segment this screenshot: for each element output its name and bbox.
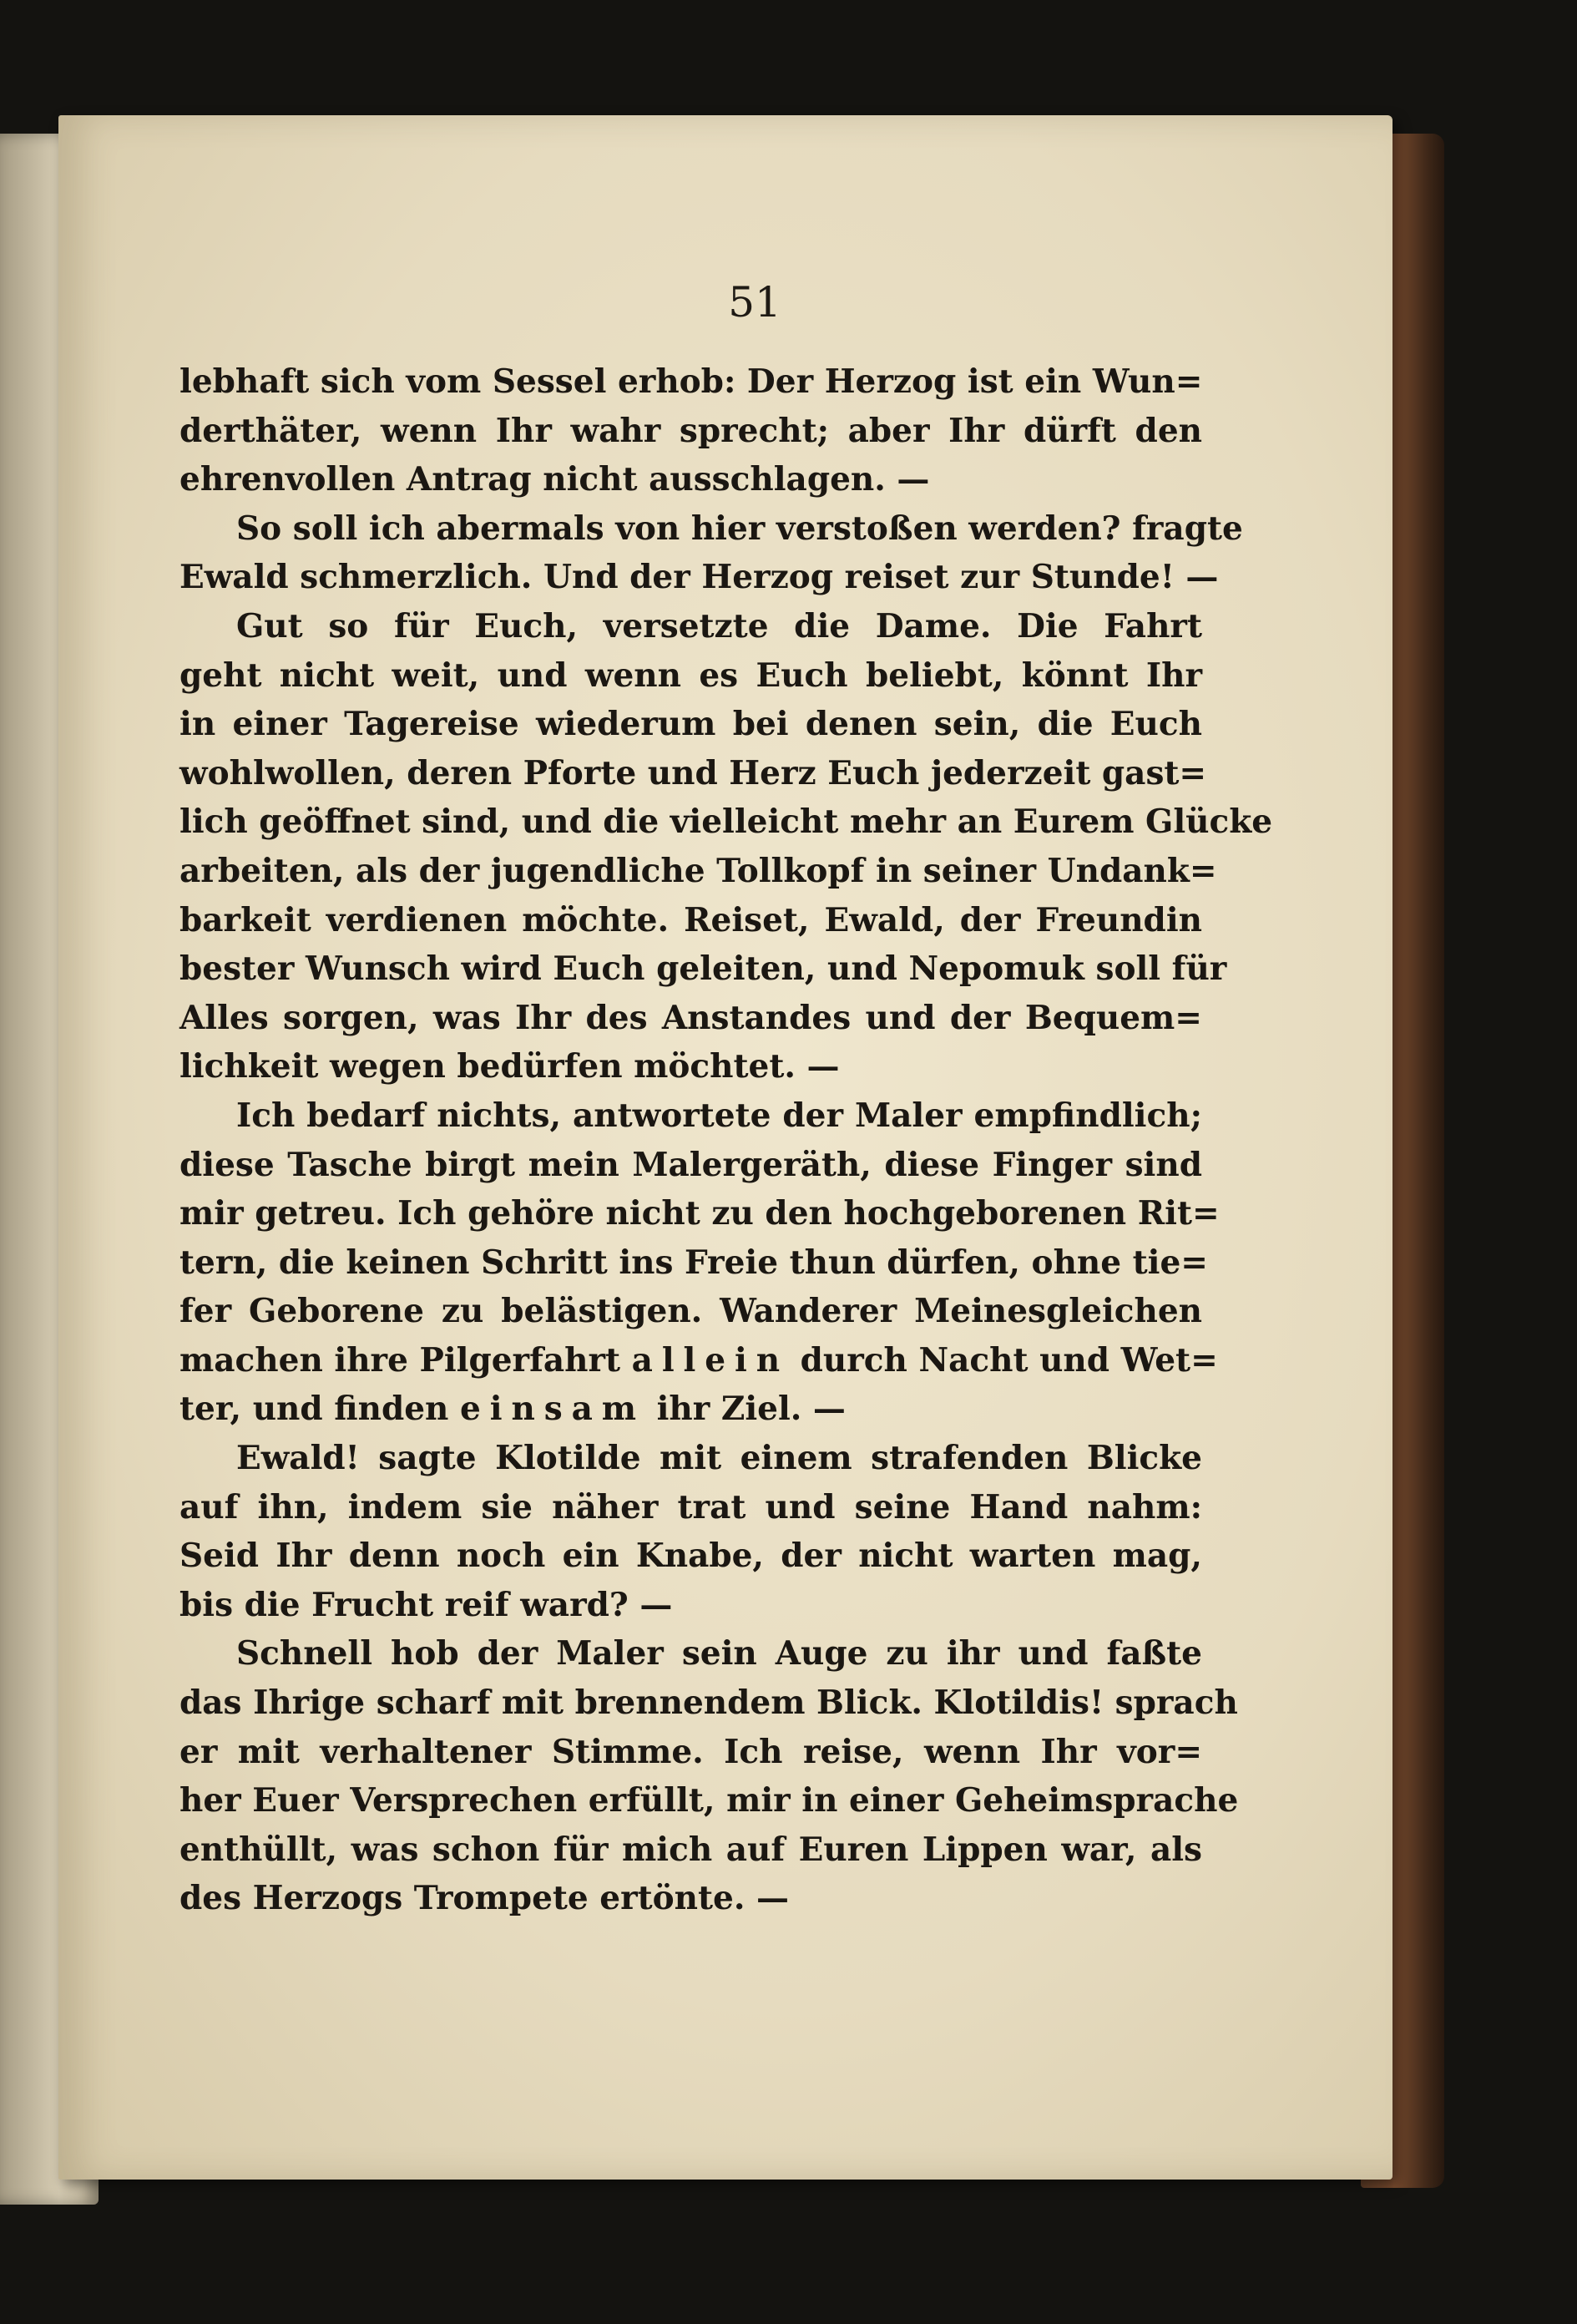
- text-line: Seid Ihr denn noch ein Knabe, der nicht warten mag,: [179, 1537, 1202, 1576]
- text-line: Ewald schmerzlich. Und der Herzog reiset zur Stunde! —: [179, 558, 1219, 597]
- text-line: geht nicht weit, und wenn es Euch beliebt, könnt Ihr: [179, 656, 1202, 695]
- text-line: des Herzogs Trompete ertönte. —: [179, 1879, 790, 1918]
- page-text: [179, 357, 1273, 1923]
- text-line: bester Wunsch wird Euch geleiten, und Nepomuk soll für: [179, 949, 1227, 989]
- text-line: Gut so für Euch, versetzte die Dame. Die Fahrt: [236, 606, 1202, 646]
- page-number: 51: [728, 278, 781, 327]
- text-line: lichkeit wegen bedürfen möchtet. —: [179, 1047, 840, 1086]
- text-segment: ter, und finden: [179, 1390, 449, 1429]
- text-line: auf ihn, indem sie näher trat und seine Hand nahm:: [179, 1487, 1202, 1527]
- text-line: das Ihrige scharf mit brennendem Blick. Klotildis! sprach: [179, 1684, 1238, 1723]
- text-line: wohlwollen, deren Pforte und Herz Euch jederzeit gast=: [179, 753, 1207, 792]
- text-line: Ich bedarf nichts, antwortete der Maler empfindlich;: [236, 1096, 1202, 1135]
- text-line: Ewald! sagte Klotilde mit einem strafenden Blicke: [236, 1439, 1202, 1478]
- text-segment: machen ihre Pilgerfahrt: [179, 1340, 621, 1380]
- text-segment: durch Nacht und Wet=: [800, 1340, 1218, 1380]
- spaced-emphasis-word: allein: [631, 1340, 790, 1380]
- text-line: er mit verhaltener Stimme. Ich reise, wenn Ihr vor=: [179, 1732, 1202, 1771]
- text-segment: ihr Ziel. —: [656, 1390, 846, 1429]
- text-line: So soll ich abermals von hier verstoßen werden? fragte: [236, 509, 1243, 548]
- book-page: [58, 115, 1393, 2180]
- text-line: diese Tasche birgt mein Malergeräth, diese Finger sind: [179, 1145, 1202, 1184]
- text-line: [179, 1385, 1202, 1434]
- text-line: Alles sorgen, was Ihr des Anstandes und der Bequem=: [179, 998, 1202, 1037]
- text-line: tern, die keinen Schritt ins Freie thun dürfen, ohne tie=: [179, 1243, 1208, 1282]
- text-line: ehrenvollen Antrag nicht ausschlagen. —: [179, 460, 930, 499]
- spaced-emphasis-word: einsam: [459, 1390, 645, 1429]
- text-line: fer Geborene zu belästigen. Wanderer Meinesgleichen: [179, 1292, 1202, 1331]
- text-line: barkeit verdienen möchte. Reiset, Ewald, der Freundin: [179, 900, 1202, 939]
- text-line: in einer Tagereise wiederum bei denen sein, die Euch: [179, 705, 1202, 744]
- text-line: arbeiten, als der jugendliche Tollkopf in seiner Undank=: [179, 851, 1217, 890]
- text-line: lich geöffnet sind, und die vielleicht mehr an Eurem Glücke: [179, 803, 1273, 842]
- text-line: her Euer Versprechen erfüllt, mir in einer Geheimsprache: [179, 1781, 1239, 1820]
- text-line: bis die Frucht reif ward? —: [179, 1585, 673, 1624]
- text-line: mir getreu. Ich gehöre nicht zu den hochgeborenen Rit=: [179, 1194, 1220, 1233]
- text-line: Schnell hob der Maler sein Auge zu ihr und faßte: [236, 1634, 1202, 1673]
- text-line: derthäter, wenn Ihr wahr sprecht; aber Ihr dürft den: [179, 411, 1202, 450]
- text-line: enthüllt, was schon für mich auf Euren Lippen war, als: [179, 1830, 1202, 1869]
- text-line: [179, 1336, 1218, 1385]
- text-line: lebhaft sich vom Sessel erhob: Der Herzog ist ein Wun=: [179, 362, 1203, 401]
